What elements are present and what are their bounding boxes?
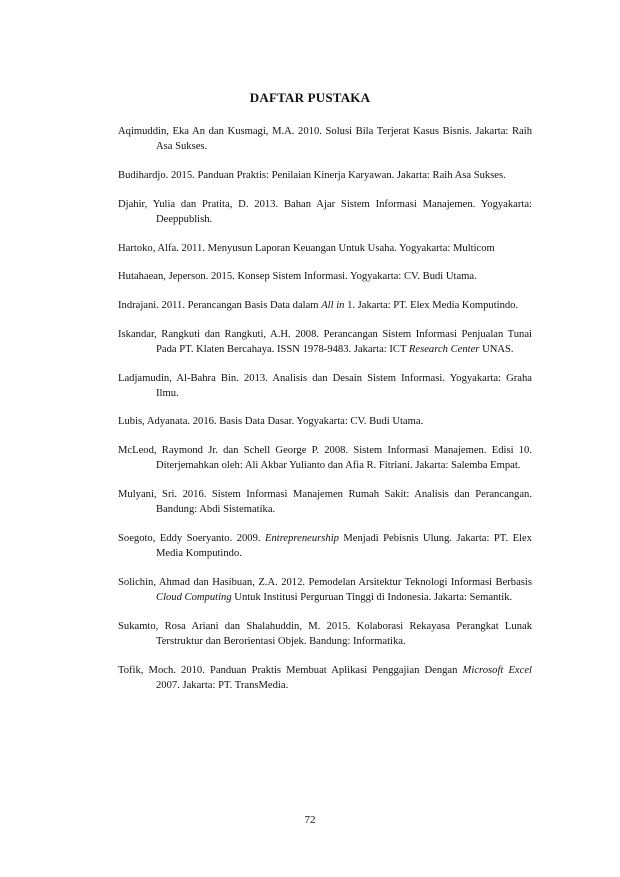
- reference-text: Menjadi Pebisnis Ulung. Jakarta: PT. Elex Media Komputindo.: [156, 532, 532, 560]
- reference-italic-text: Research Center: [408, 343, 480, 355]
- reference-text: Untuk Institusi Perguruan Tinggi di Indonesia. Jakarta: Semantik.: [231, 592, 513, 604]
- reference-text: Budihardjo. 2015. Panduan Praktis: Penilaian Kinerja Karyawan. Jakarta: Raih Asa Sukses.: [118, 169, 506, 181]
- page-number: 72: [304, 814, 316, 826]
- reference-entry: [118, 168, 532, 183]
- reference-text: UNAS.: [479, 343, 514, 355]
- reference-entry: [118, 124, 532, 154]
- reference-text: Hartoko, Alfa. 2011. Menyusun Laporan Keuangan Untuk Usaha. Yogyakarta: Multicom: [118, 242, 495, 254]
- reference-entry: [118, 269, 532, 284]
- reference-text: Mulyani, Sri. 2016. Sistem Informasi Manajemen Rumah Sakit: Analisis dan Perancangan. Bandung: Abdi Sistematika.: [118, 489, 532, 516]
- reference-italic-text: All in: [321, 299, 345, 311]
- reference-entry: [118, 241, 532, 256]
- reference-entry: [118, 531, 532, 561]
- page-title: DAFTAR PUSTAKA: [249, 90, 371, 105]
- reference-list: [118, 124, 532, 707]
- reference-entry: [118, 575, 532, 605]
- reference-entry: [118, 619, 532, 649]
- reference-text: Ladjamudin, Al-Bahra Bin. 2013. Analisis dan Desain Sistem Informasi. Yogyakarta: Graha Ilmu.: [118, 372, 532, 399]
- reference-text: Indrajani. 2011. Perancangan Basis Data dalam: [118, 299, 322, 311]
- reference-entry: [118, 414, 532, 429]
- reference-entry: [118, 487, 532, 517]
- reference-text: Tofik, Moch. 2010. Panduan Praktis Membuat Aplikasi Penggajian Dengan: [118, 664, 463, 676]
- reference-italic-text: Entrepreneurship: [264, 532, 339, 544]
- reference-entry: [118, 443, 532, 473]
- reference-text: 1. Jakarta: PT. Elex Media Komputindo.: [344, 299, 519, 311]
- reference-text: Lubis, Adyanata. 2016. Basis Data Dasar. Yogyakarta: CV. Budi Utama.: [118, 416, 424, 428]
- reference-text: Iskandar, Rangkuti dan Rangkuti, A.H. 2008. Perancangan Sistem Informasi Penjualan Tunai Pada PT. Klaten Bercahaya. ISSN 1978-9483. Jakarta: ICT: [118, 328, 532, 355]
- reference-entry: [118, 663, 532, 693]
- reference-text: Sukamto, Rosa Ariani dan Shalahuddin, M. 2015. Kolaborasi Rekayasa Perangkat Lunak Terstruktur dan Berorientasi Objek. Bandung: Informatika.: [118, 620, 532, 647]
- reference-text: Hutahaean, Jeperson. 2015. Konsep Sistem Informasi. Yogyakarta: CV. Budi Utama.: [118, 271, 477, 283]
- reference-italic-text: Cloud Computing: [156, 592, 232, 604]
- reference-text: Soegoto, Eddy Soeryanto. 2009.: [118, 532, 265, 544]
- reference-entry: [118, 327, 532, 357]
- reference-italic-text: Microsoft Excel: [462, 664, 532, 676]
- reference-text: Aqimuddin, Eka An dan Kusmagi, M.A. 2010. Solusi Bila Terjerat Kasus Bisnis. Jakarta: Raih Asa Sukses.: [118, 126, 532, 153]
- reference-text: McLeod, Raymond Jr. dan Schell George P. 2008. Sistem Informasi Manajemen. Edisi 10. Diterjemahkan oleh: Ali Akbar Yulianto dan Afia R. Fitriani. Jakarta: Salemba Empat.: [118, 445, 532, 472]
- reference-entry: [118, 371, 532, 401]
- reference-entry: [118, 197, 532, 227]
- reference-text: 2007. Jakarta: PT. TransMedia.: [156, 679, 289, 691]
- reference-text: Solichin, Ahmad dan Hasibuan, Z.A. 2012. Pemodelan Arsitektur Teknologi Informasi Berbasis: [118, 576, 532, 588]
- reference-entry: [118, 298, 532, 313]
- reference-text: Djahir, Yulia dan Pratita, D. 2013. Bahan Ajar Sistem Informasi Manajemen. Yogyakarta: Deeppublish.: [118, 198, 532, 225]
